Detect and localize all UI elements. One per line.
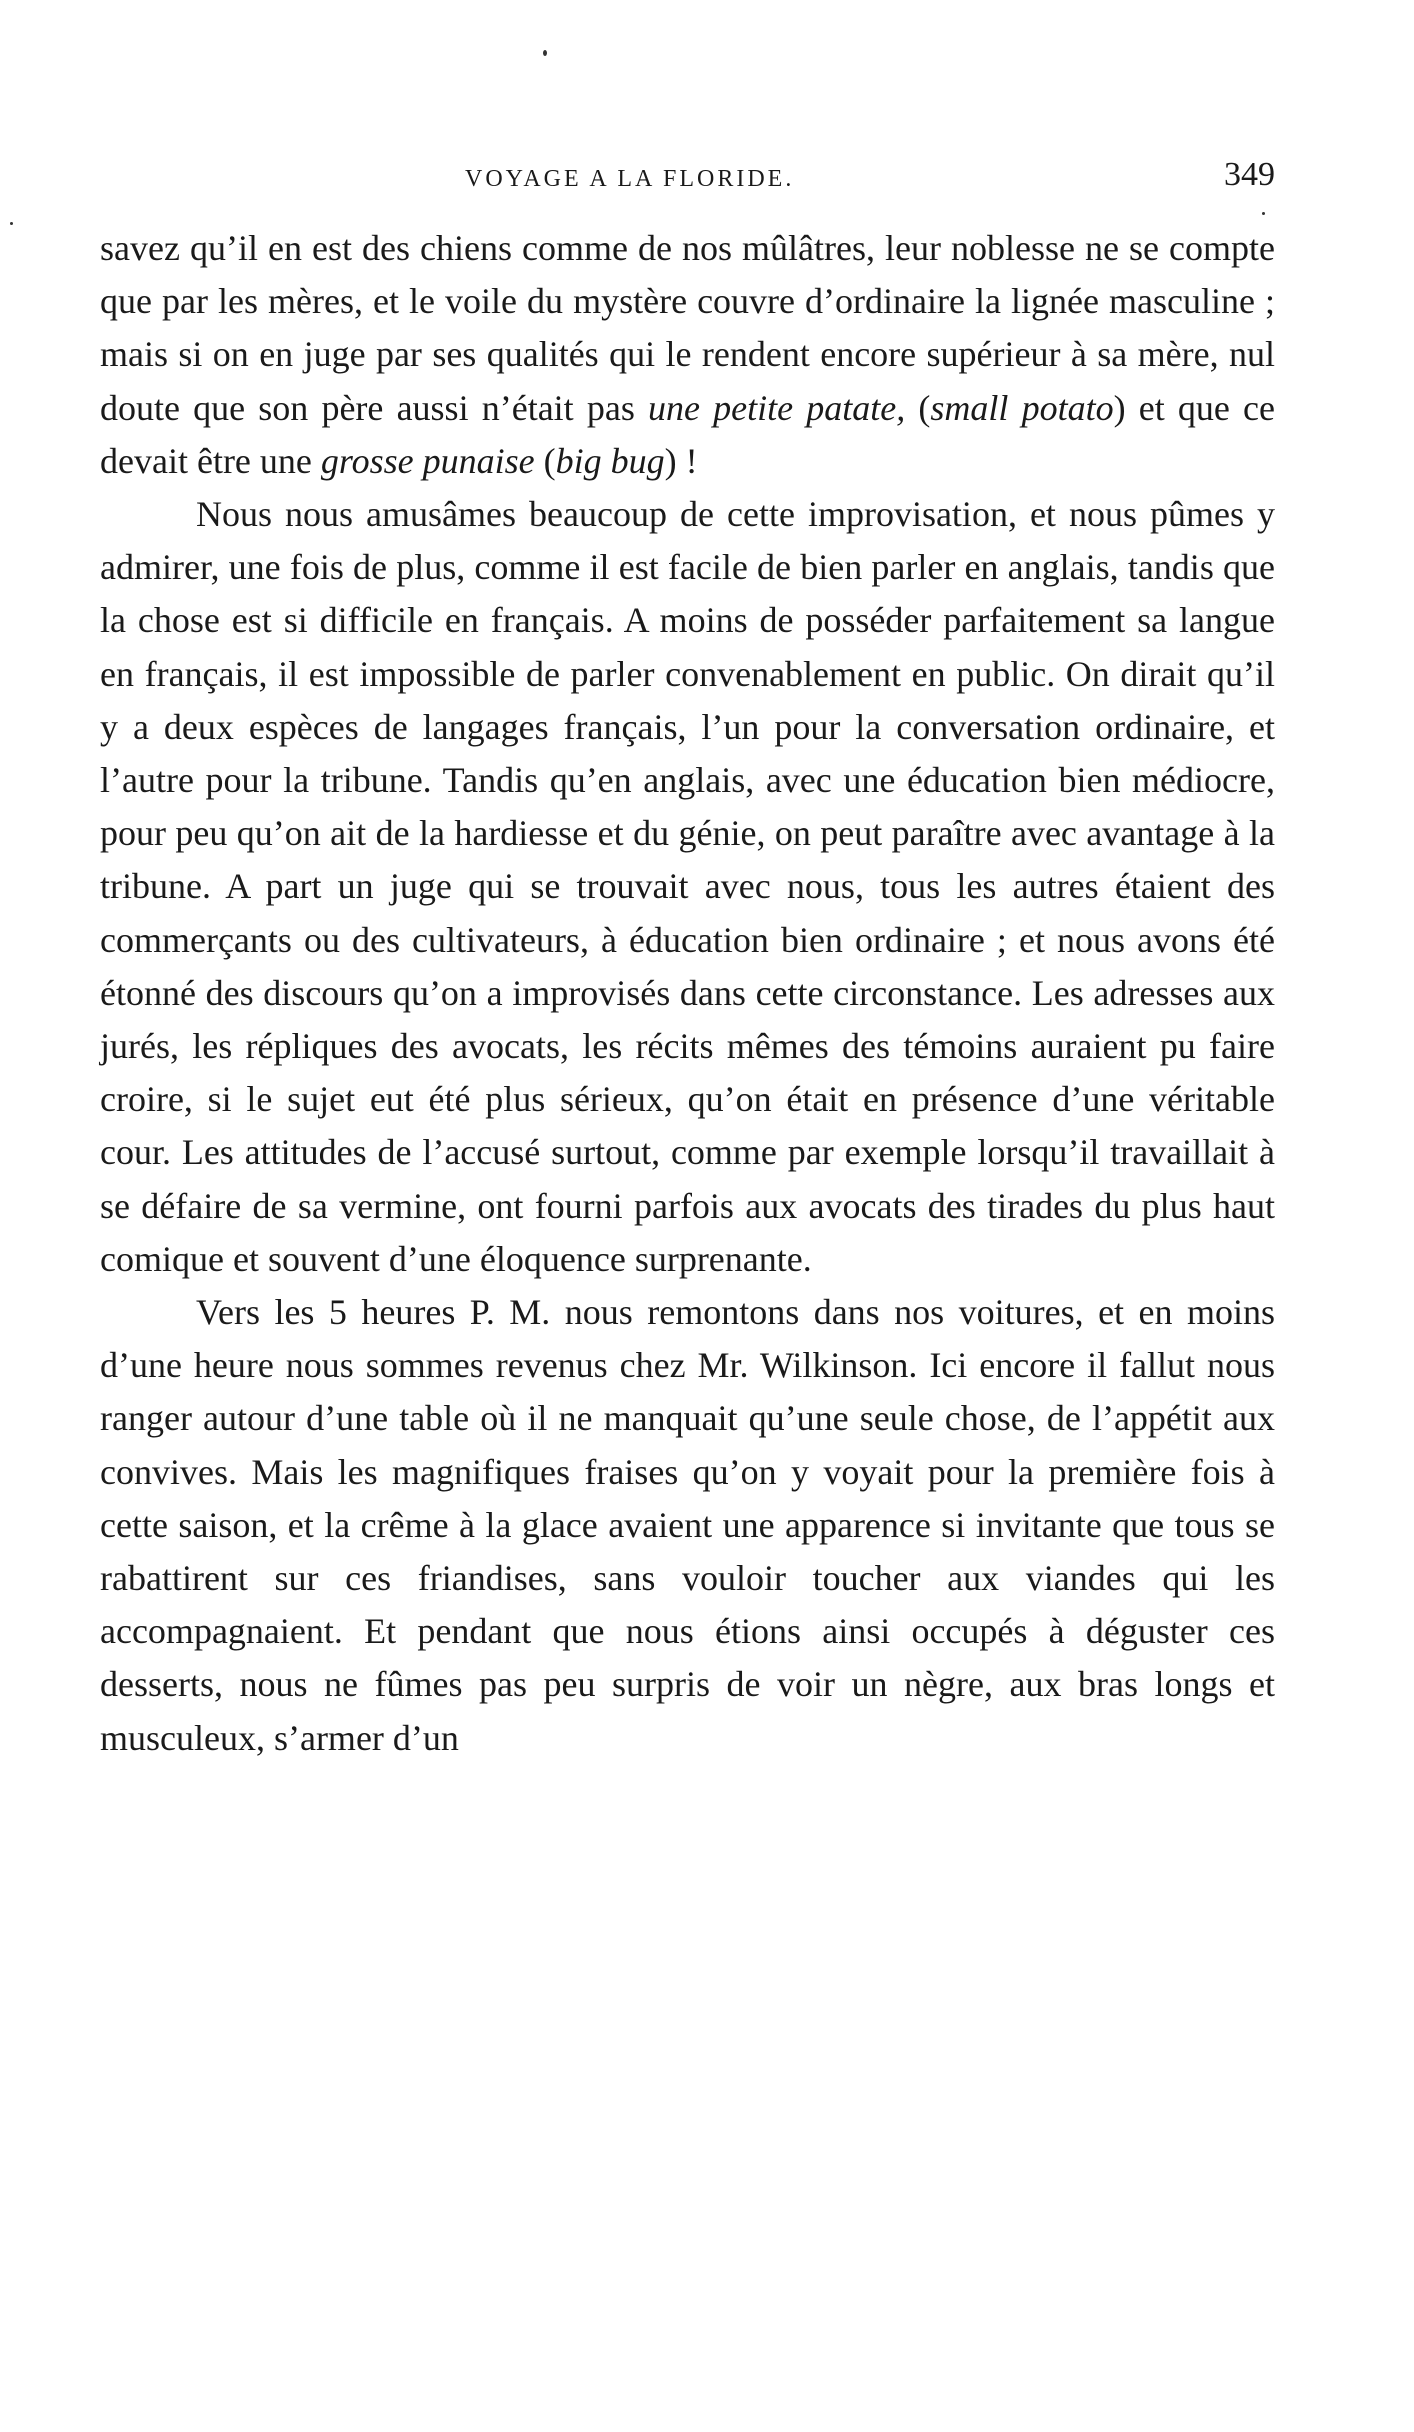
print-speck	[543, 50, 547, 56]
text-segment: Vers les 5 heures P. M. nous remontons dans nos voitures, et en moins d’une heure nous sommes revenus chez Mr. Wilkinson. Ici encore il fallut nous ranger autour d’une table où il ne manquait qu’une seule chose, de l’appétit aux convives. Mais les magnifiques fraises qu’on y voyait pour la première fois à cette saison, et la crême à la glace avaient une apparence si invitante que tous se rabattirent sur ces friandises, sans vouloir toucher aux viandes qui les accompagnaient. Et pendant que nous étions ainsi occupés à déguster ces desserts, nous ne fûmes pas peu surpris de voir un nègre, aux bras longs et musculeux, s’armer d’un	[100, 1292, 1275, 1758]
italic-text-segment: grosse punaise	[320, 440, 535, 481]
body-text	[100, 222, 1275, 1765]
italic-text-segment: small potato	[930, 387, 1114, 428]
running-title: VOYAGE A LA FLORIDE.	[465, 166, 795, 192]
paragraph-3	[100, 1286, 1275, 1765]
print-speck	[10, 222, 13, 225]
paragraph-2	[100, 488, 1275, 1286]
text-segment: ) et que ce devait être une	[100, 387, 1275, 481]
text-segment: (	[534, 440, 556, 481]
page-header	[100, 152, 1275, 202]
text-segment: Nous nous amusâmes beaucoup de cette improvisation, et nous pûmes y admirer, une fois de plus, comme il est facile de bien parler en anglais, tandis que la chose est si difficile en français. A moins de posséder parfaitement sa langue en français, il est impossible de parler convenablement en public. On dirait qu’il y a deux espèces de langages français, l’un pour la conversation ordinaire, et l’autre pour la tribune. Tandis qu’en anglais, avec une éducation bien médiocre, pour peu qu’on ait de la hardiesse et du génie, on peut paraître avec avantage à la tribune. A part un juge qui se trouvait avec nous, tous les autres étaient des commerçants ou des cultivateurs, à éducation bien ordinaire ; et nous avons été étonné des discours qu’on a improvisés dans cette circonstance. Les adresses aux jurés, les répliques des avocats, les récits mêmes des témoins auraient pu faire croire, si le sujet eut été plus sérieux, qu’on était en présence d’une véritable cour. Les attitudes de l’accusé surtout, comme par exemple lorsqu’il travaillait à se défaire de sa vermine, ont fourni parfois aux avocats des tirades du plus haut comique et souvent d’une éloquence surprenante.	[100, 494, 1275, 1279]
italic-text-segment: big bug	[555, 440, 665, 481]
italic-text-segment: une petite patate,	[648, 387, 906, 428]
text-segment: savez qu’il en est des chiens comme de nos mûlâtres, leur noblesse ne se compte que par les mères, et le voile du mystère couvre d’ordinaire la lignée masculine ; mais si on en juge par ses qualités qui le rendent encore supérieur à sa mère, nul doute que son père aussi n’était pas	[100, 228, 1275, 428]
text-segment: ) !	[664, 440, 698, 481]
print-speck	[1262, 212, 1265, 215]
page-number: 349	[1224, 156, 1275, 193]
text-segment: (	[905, 387, 931, 428]
paragraph-1	[100, 222, 1275, 488]
